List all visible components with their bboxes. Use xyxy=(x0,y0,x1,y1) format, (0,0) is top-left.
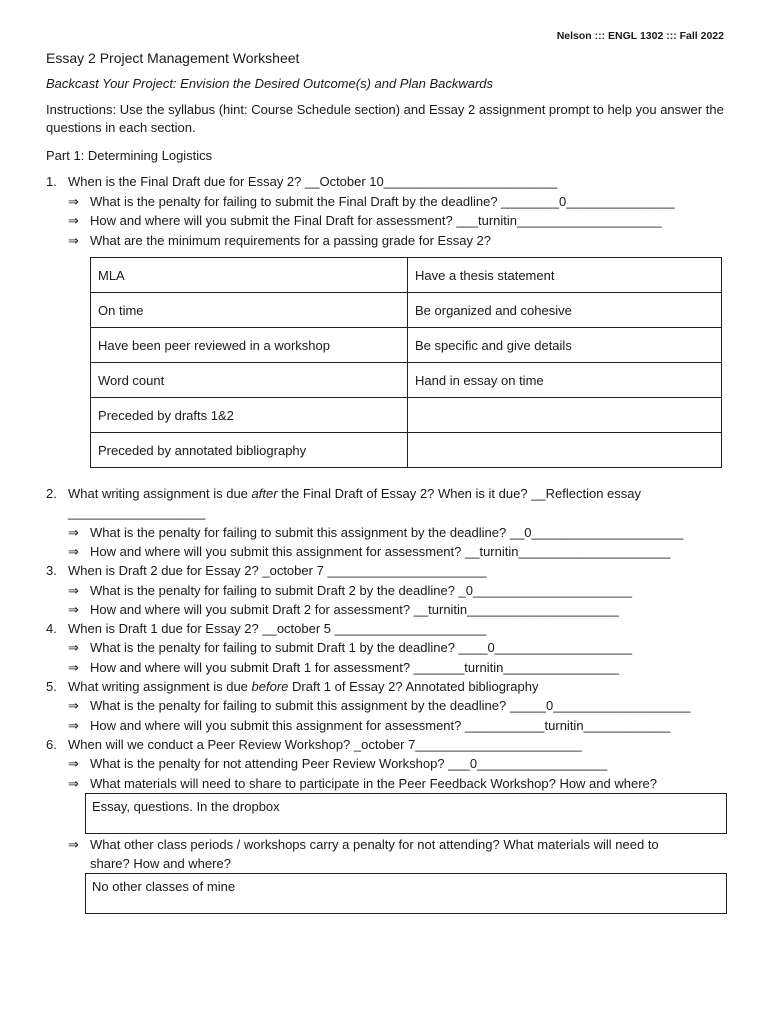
table-cell: Have a thesis statement xyxy=(408,258,722,293)
table-cell: On time xyxy=(91,293,408,328)
table-row xyxy=(91,433,722,468)
arrow-icon: ⇒ xyxy=(68,602,79,617)
question-number: 2. xyxy=(46,486,57,501)
question-2a xyxy=(68,525,683,541)
subquestion-text: What is the penalty for failing to submit this assignment by the deadline? __0_____________________ xyxy=(90,525,684,540)
table-cell: Preceded by drafts 1&2 xyxy=(91,398,408,433)
table-cell: Hand in essay on time xyxy=(408,363,722,398)
table-row xyxy=(91,258,722,293)
question-3b xyxy=(68,602,619,618)
question-number: 5. xyxy=(46,679,57,694)
subquestion-text: How and where will you submit the Final Draft for assessment? ___turnitin____________________ xyxy=(90,213,662,228)
arrow-icon: ⇒ xyxy=(68,660,79,675)
question-3a xyxy=(68,583,632,599)
question-2 xyxy=(46,486,641,501)
arrow-icon: ⇒ xyxy=(68,698,79,713)
arrow-icon: ⇒ xyxy=(68,194,79,209)
question-1c xyxy=(68,233,491,249)
part-heading: Part 1: Determining Logistics xyxy=(46,148,213,163)
arrow-icon: ⇒ xyxy=(68,544,79,559)
question-6c-continued: share? How and where? xyxy=(90,856,231,871)
subquestion-text: What is the penalty for not attending Peer Review Workshop? ___0__________________ xyxy=(90,756,608,771)
question-number: 6. xyxy=(46,737,57,752)
table-cell: Be organized and cohesive xyxy=(408,293,722,328)
subquestion-text: What is the penalty for failing to submit this assignment by the deadline? _____0___________________ xyxy=(90,698,691,713)
table-cell: Word count xyxy=(91,363,408,398)
question-2-answer-line: ___________________ xyxy=(68,505,206,520)
question-text-post: Draft 1 of Essay 2? Annotated bibliography xyxy=(288,679,539,694)
arrow-icon: ⇒ xyxy=(68,233,79,248)
table-cell: Have been peer reviewed in a workshop xyxy=(91,328,408,363)
arrow-icon: ⇒ xyxy=(68,640,79,655)
question-text-emphasis: before xyxy=(251,679,289,694)
page-title: Essay 2 Project Management Worksheet xyxy=(46,50,300,66)
question-6c xyxy=(68,837,659,853)
arrow-icon: ⇒ xyxy=(68,756,79,771)
question-text-post: the Final Draft of Essay 2? When is it due? __Reflection essay xyxy=(277,486,642,501)
question-text-pre: What writing assignment is due xyxy=(68,679,252,694)
question-3 xyxy=(46,563,486,578)
question-1b xyxy=(68,213,662,229)
answer-text: Essay, questions. In the dropbox xyxy=(92,799,280,814)
table-cell xyxy=(408,433,722,468)
question-number: 3. xyxy=(46,563,57,578)
question-text: When is Draft 1 due for Essay 2? __october 5 _____________________ xyxy=(68,621,487,636)
subquestion-text: How and where will you submit this assignment for assessment? ___________turnitin____________ xyxy=(90,718,671,733)
question-6 xyxy=(46,737,582,752)
subquestion-text: How and where will you submit this assignment for assessment? __turnitin_____________________ xyxy=(90,544,671,559)
question-4b xyxy=(68,660,619,676)
arrow-icon: ⇒ xyxy=(68,837,79,852)
question-4 xyxy=(46,621,486,636)
answer-box-other-classes xyxy=(85,873,727,914)
arrow-icon: ⇒ xyxy=(68,718,79,733)
question-text-pre: What writing assignment is due xyxy=(68,486,252,501)
arrow-icon: ⇒ xyxy=(68,525,79,540)
question-5a xyxy=(68,698,691,714)
answer-text: No other classes of mine xyxy=(92,879,236,894)
question-text: When is the Final Draft due for Essay 2? __October 10________________________ xyxy=(68,174,558,189)
subquestion-text: How and where will you submit Draft 2 for assessment? __turnitin_____________________ xyxy=(90,602,619,617)
question-number: 4. xyxy=(46,621,57,636)
table-row xyxy=(91,363,722,398)
course-header: Nelson ::: ENGL 1302 ::: Fall 2022 xyxy=(556,30,724,42)
subquestion-text: What other class periods / workshops carry a penalty for not attending? What materials will need to xyxy=(90,837,659,852)
subquestion-text: What are the minimum requirements for a passing grade for Essay 2? xyxy=(90,233,492,248)
subquestion-text: What is the penalty for failing to submit the Final Draft by the deadline? ________0_______________ xyxy=(90,194,675,209)
table-row xyxy=(91,328,722,363)
arrow-icon: ⇒ xyxy=(68,776,79,791)
question-5b xyxy=(68,718,670,734)
table-cell: MLA xyxy=(91,258,408,293)
subquestion-text: What materials will need to share to participate in the Peer Feedback Workshop? How and where? xyxy=(90,776,657,791)
instructions: Instructions: Use the syllabus (hint: Course Schedule section) and Essay 2 assignment prompt to help you answer the questions in each section. xyxy=(46,102,724,135)
question-2b xyxy=(68,544,670,560)
arrow-icon: ⇒ xyxy=(68,213,79,228)
subquestion-text: How and where will you submit Draft 1 for assessment? _______turnitin________________ xyxy=(90,660,619,675)
table-cell xyxy=(408,398,722,433)
table-row xyxy=(91,398,722,433)
question-5 xyxy=(46,679,538,694)
requirements-table xyxy=(90,257,722,468)
table-cell: Preceded by annotated bibliography xyxy=(91,433,408,468)
question-4a xyxy=(68,640,632,656)
answer-box-materials xyxy=(85,793,727,834)
table-cell: Be specific and give details xyxy=(408,328,722,363)
question-6a xyxy=(68,756,607,772)
subquestion-text: What is the penalty for failing to submit Draft 1 by the deadline? ____0___________________ xyxy=(90,640,633,655)
subquestion-text: What is the penalty for failing to submit Draft 2 by the deadline? _0______________________ xyxy=(90,583,633,598)
question-text-emphasis: after xyxy=(251,486,278,501)
question-6b xyxy=(68,776,657,792)
question-number: 1. xyxy=(46,174,57,189)
table-row xyxy=(91,293,722,328)
question-1 xyxy=(46,174,557,189)
question-text: When is Draft 2 due for Essay 2? _october 7 ______________________ xyxy=(68,563,487,578)
arrow-icon: ⇒ xyxy=(68,583,79,598)
page-subtitle: Backcast Your Project: Envision the Desired Outcome(s) and Plan Backwards xyxy=(46,76,494,91)
question-1a xyxy=(68,194,675,210)
question-text: When will we conduct a Peer Review Workshop? _october 7_______________________ xyxy=(68,737,582,752)
